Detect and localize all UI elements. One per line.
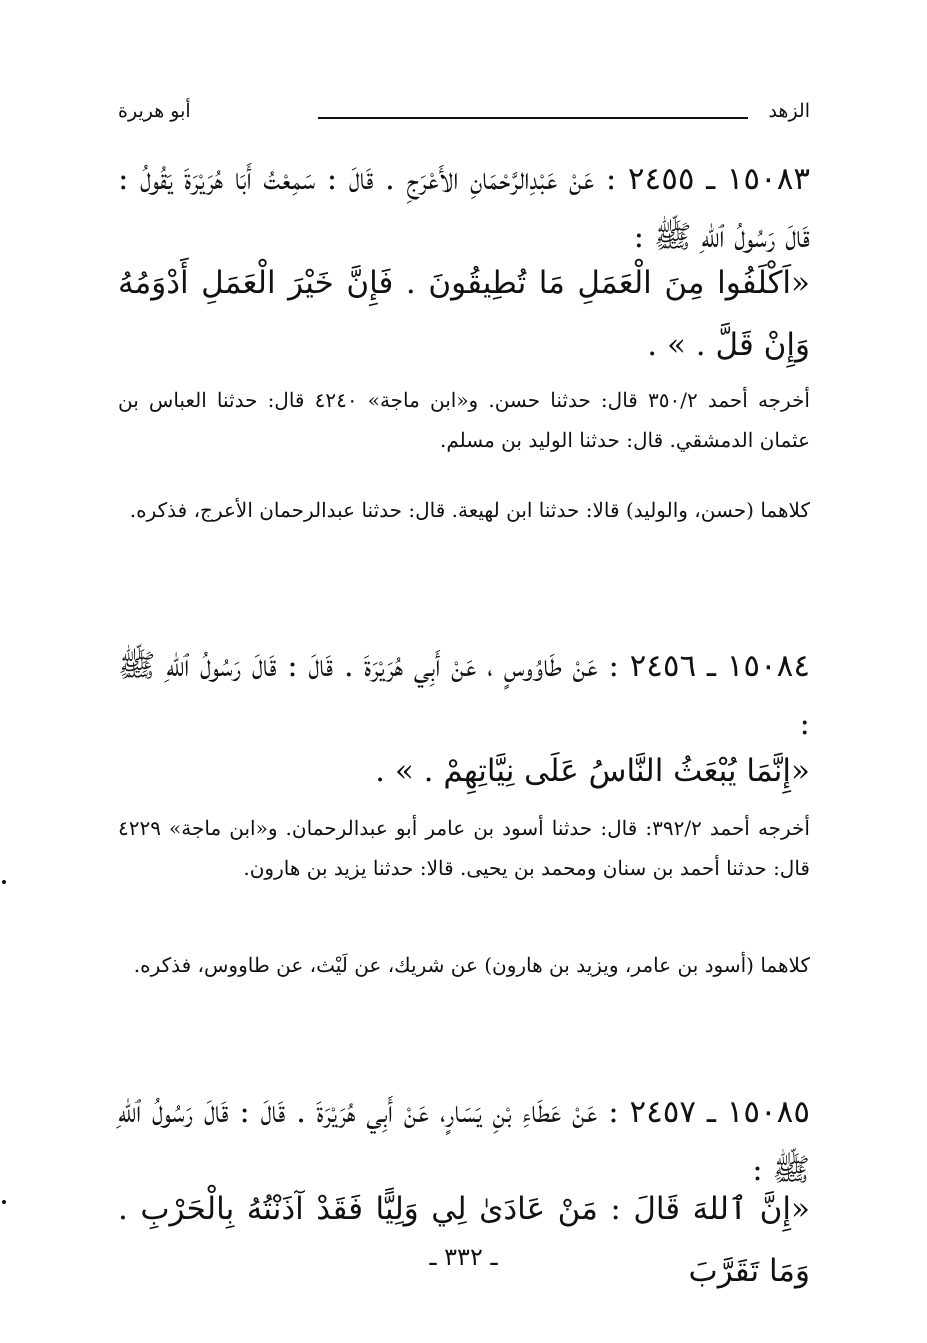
hadith-isnad-15085: ١٥٠٨٥ ـ ٢٤٥٧ : عَنْ عَطَاءِ بْنِ يَسَارٍ، عَنْ أَبِي هُرَيْرَةَ . قَالَ : قَالَ رَسُولُ ٱللهِ ﷺ :	[118, 1094, 810, 1188]
source-note: أخرجه أحمد ٣٩٢/٢: قال: حدثنا أسود بن عامر أبو عبدالرحمان. و«ابن ماجة» ٤٢٢٩ قال: حدثنا أحمد بن سنان ومحمد بن يحيى. قالا: حدثنا يزيد بن هارون.	[118, 816, 810, 880]
chapter-title: الزهد	[768, 100, 810, 122]
hadith-matn-15084: «إِنَّمَا يُبْعَثُ النَّاسُ عَلَى نِيَّاتِهِمْ . » .	[375, 753, 810, 789]
running-header	[118, 100, 810, 130]
page-number: ـ ٣٣٢ ـ	[429, 1243, 498, 1271]
hadith-matn-15083: «اَكْلَفُوا مِنَ الْعَمَلِ مَا تُطِيقُونَ . فَإِنَّ خَيْرَ الْعَمَلِ أَدْوَمُهُ وَإِنْ قَلَّ . » .	[118, 265, 810, 363]
scan-speck	[2, 1200, 6, 1204]
source-note: كلاهما (حسن، والوليد) قالا: حدثنا ابن لهيعة. قال: حدثنا عبدالرحمان الأعرج، فذكره.	[129, 498, 810, 522]
hadith-isnad-15083: ١٥٠٨٣ ـ ٢٤٥٥ : عَنْ عَبْدِالرَّحْمَانِ الأَعْرَجِ . قَالَ : سَمِعْتُ أَبَا هُرَيْرَةَ يَقُولُ : قَالَ رَسُولُ ٱللهِ ﷺ :	[118, 161, 811, 255]
source-note: كلاهما (أسود بن عامر، ويزيد بن هارون) عن شريك، عن لَيْث، عن طاووس، فذكره.	[133, 953, 810, 977]
scan-speck	[2, 880, 6, 884]
hadith-isnad-15084: ١٥٠٨٤ ـ ٢٤٥٦ : عَنْ طَاوُوسٍ ، عَنْ أَبِي هُرَيْرَةَ . قَالَ : قَالَ رَسُولُ ٱللهِ ﷺ :	[118, 648, 810, 742]
header-rule	[318, 117, 748, 119]
source-note: أخرجه أحمد ٣٥٠/٢ قال: حدثنا حسن. و«ابن ماجة» ٤٢٤٠ قال: حدثنا العباس بن عثمان الدمشقي. قال: حدثنا الوليد بن مسلم.	[118, 388, 810, 452]
hadith-matn-15085: «إِنَّ ٱللهَ قَالَ : مَنْ عَادَىٰ لِي وَلِيًّا فَقَدْ آذَنْتُهُ بِالْحَرْبِ . وَمَا تَقَرَّبَ	[118, 1191, 810, 1289]
author-title: أبو هريرة	[118, 100, 191, 122]
